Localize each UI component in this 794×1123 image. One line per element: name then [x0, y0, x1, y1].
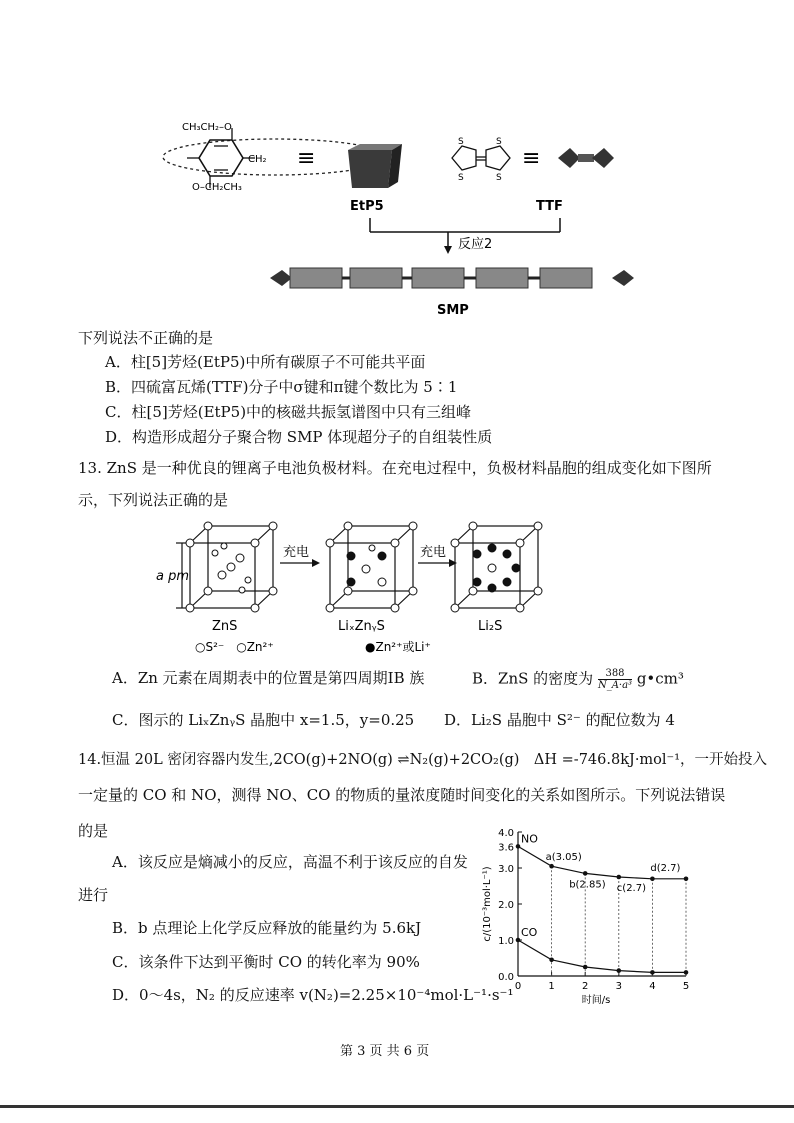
data-point-co — [516, 938, 521, 943]
x-axis-label: 时间/s — [581, 995, 611, 1006]
data-point-co — [549, 958, 554, 963]
q12-option-b: B．四硫富瓦烯(TTF)分子中σ键和π键个数比为 5∶1 — [105, 378, 458, 396]
data-point-co — [583, 965, 588, 970]
q14-option-c: C．该条件下达到平衡时 CO 的转化率为 90% — [112, 953, 420, 971]
lixznys-cell — [330, 526, 413, 608]
y-tick-label: 4.0 — [498, 828, 514, 839]
q13-option-b — [472, 668, 684, 691]
series-label-co: CO — [521, 926, 538, 939]
data-point-no — [684, 877, 689, 882]
series-line-co — [518, 940, 686, 972]
x-tick-label: 4 — [649, 981, 656, 992]
y-axis-label: c/(10⁻³mol·L⁻¹) — [482, 866, 493, 942]
q14-option-a-2: 进行 — [78, 886, 109, 904]
x-tick-label: 1 — [548, 981, 555, 992]
q13-stem-1: 13. ZnS 是一种优良的锂离子电池负极材料。在充电过程中，负极材料晶胞的组成变化如下图所 — [78, 459, 712, 477]
etp5-label: EtP5 — [350, 199, 384, 214]
q14-option-d: D．0～4s，N₂ 的反应速率 v(N₂)=2.25×10⁻⁴mol·L⁻¹·s⁻¹ — [112, 986, 514, 1004]
y-tick-label: 3.0 — [498, 864, 514, 875]
charge-label-2: 充电 — [420, 545, 447, 560]
q14-stem-3: 的是 — [78, 822, 109, 840]
q13-option-d: D．Li₂S 晶胞中 S²⁻ 的配位数为 4 — [444, 711, 675, 729]
y-tick-label: 2.0 — [498, 900, 514, 911]
data-point-no — [516, 844, 521, 849]
ttf-s2: S — [458, 173, 464, 183]
legend-s-zn: ○S²⁻ ○Zn²⁺ — [195, 640, 274, 654]
li2s-cell-label: Li₂S — [478, 619, 503, 634]
q12-option-a: A．柱[5]芳烃(EtP5)中所有碳原子不可能共平面 — [105, 353, 426, 371]
data-point-no — [617, 875, 622, 880]
q13-crystal-figure — [150, 518, 550, 658]
q13-option-c: C．图示的 LiₓZnᵧS 晶胞中 x=1.5，y=0.25 — [112, 711, 415, 729]
q12-stem: 下列说法不正确的是 — [78, 329, 214, 347]
y-tick-label: 1.0 — [498, 936, 514, 947]
density-unit: g•cm³ — [632, 669, 684, 688]
reaction-label: 反应2 — [458, 237, 493, 252]
x-tick-label: 3 — [615, 981, 622, 992]
legend-zn-li: ●Zn²⁺或Li⁺ — [365, 640, 431, 654]
etp5-sub2: O–CH₂CH₃ — [192, 182, 242, 193]
data-point-co — [617, 968, 622, 973]
point-annotation: b(2.85) — [569, 879, 606, 891]
fraction-denominator: N_A·a³ — [597, 680, 633, 691]
data-point-no — [650, 877, 655, 882]
data-point-co — [684, 970, 689, 975]
charge-label-1: 充电 — [283, 545, 310, 560]
q13-option-b-text: B．ZnS 的密度为 — [472, 669, 594, 688]
ttf-s4: S — [496, 173, 502, 183]
ttf-structure — [452, 137, 510, 183]
data-point-co — [650, 970, 655, 975]
q13-option-a: A．Zn 元素在周期表中的位置是第四周期ⅠB 族 — [112, 669, 425, 687]
equiv-2: ≡ — [522, 146, 541, 171]
ttf-icon — [558, 148, 614, 168]
q14-option-a-1: A．该反应是熵减小的反应，高温不利于该反应的自发 — [112, 853, 468, 871]
ttf-s1: S — [458, 137, 464, 147]
point-annotation: d(2.7) — [650, 862, 681, 874]
smp-chain — [270, 268, 634, 288]
x-tick-label: 2 — [582, 981, 589, 992]
q12-option-d: D．构造形成超分子聚合物 SMP 体现超分子的自组装性质 — [105, 428, 493, 446]
density-fraction — [598, 668, 632, 691]
concentration-time-chart — [480, 822, 710, 1012]
q14-option-b: B．b 点理论上化学反应释放的能量约为 5.6kJ — [112, 919, 422, 937]
q12-option-c: C．柱[5]芳烃(EtP5)中的核磁共振氢谱图中只有三组峰 — [105, 403, 472, 421]
point-annotation: c(2.7) — [616, 883, 647, 894]
etp5-sub1: CH₃CH₂–O — [182, 122, 232, 133]
etp5-ch2: CH₂ — [248, 154, 267, 165]
data-point-no — [583, 871, 588, 876]
lixznys-cell-label: LiₓZnᵧS — [338, 619, 385, 634]
q13-stem-2: 示，下列说法正确的是 — [78, 491, 229, 509]
y-tick-label: 3.6 — [498, 842, 514, 854]
equiv-1: ≡ — [297, 146, 316, 171]
smp-label: SMP — [437, 303, 469, 318]
fraction-numerator: 388 — [598, 668, 632, 680]
q14-stem-1: 14.恒温 20L 密闭容器内发生,2CO(g)+2NO(g) ⇌N₂(g)+2CO₂(g) ΔH =-746.8kJ·mol⁻¹，一开始投入 — [78, 752, 768, 768]
data-point-no — [549, 864, 554, 869]
y-tick-label: 0.0 — [498, 972, 514, 983]
a-pm-label: a pm — [156, 569, 190, 584]
q12-figure — [150, 110, 650, 325]
etp5-pillar-icon — [348, 144, 402, 188]
ttf-label: TTF — [536, 199, 563, 214]
page-footer: 第 3 页 共 6 页 — [340, 1044, 430, 1059]
li2s-cell — [455, 526, 538, 608]
x-tick-label: 5 — [682, 981, 690, 992]
q14-stem-2: 一定量的 CO 和 NO，测得 NO、CO 的物质的量浓度随时间变化的关系如图所示。下列说法错误 — [78, 786, 726, 804]
zns-cell-label: ZnS — [212, 619, 238, 634]
bottom-rule — [0, 1105, 794, 1108]
point-annotation: a(3.05) — [545, 852, 582, 864]
x-tick-label: 0 — [514, 981, 522, 992]
ttf-s3: S — [496, 137, 502, 147]
series-label-no: NO — [521, 832, 538, 846]
